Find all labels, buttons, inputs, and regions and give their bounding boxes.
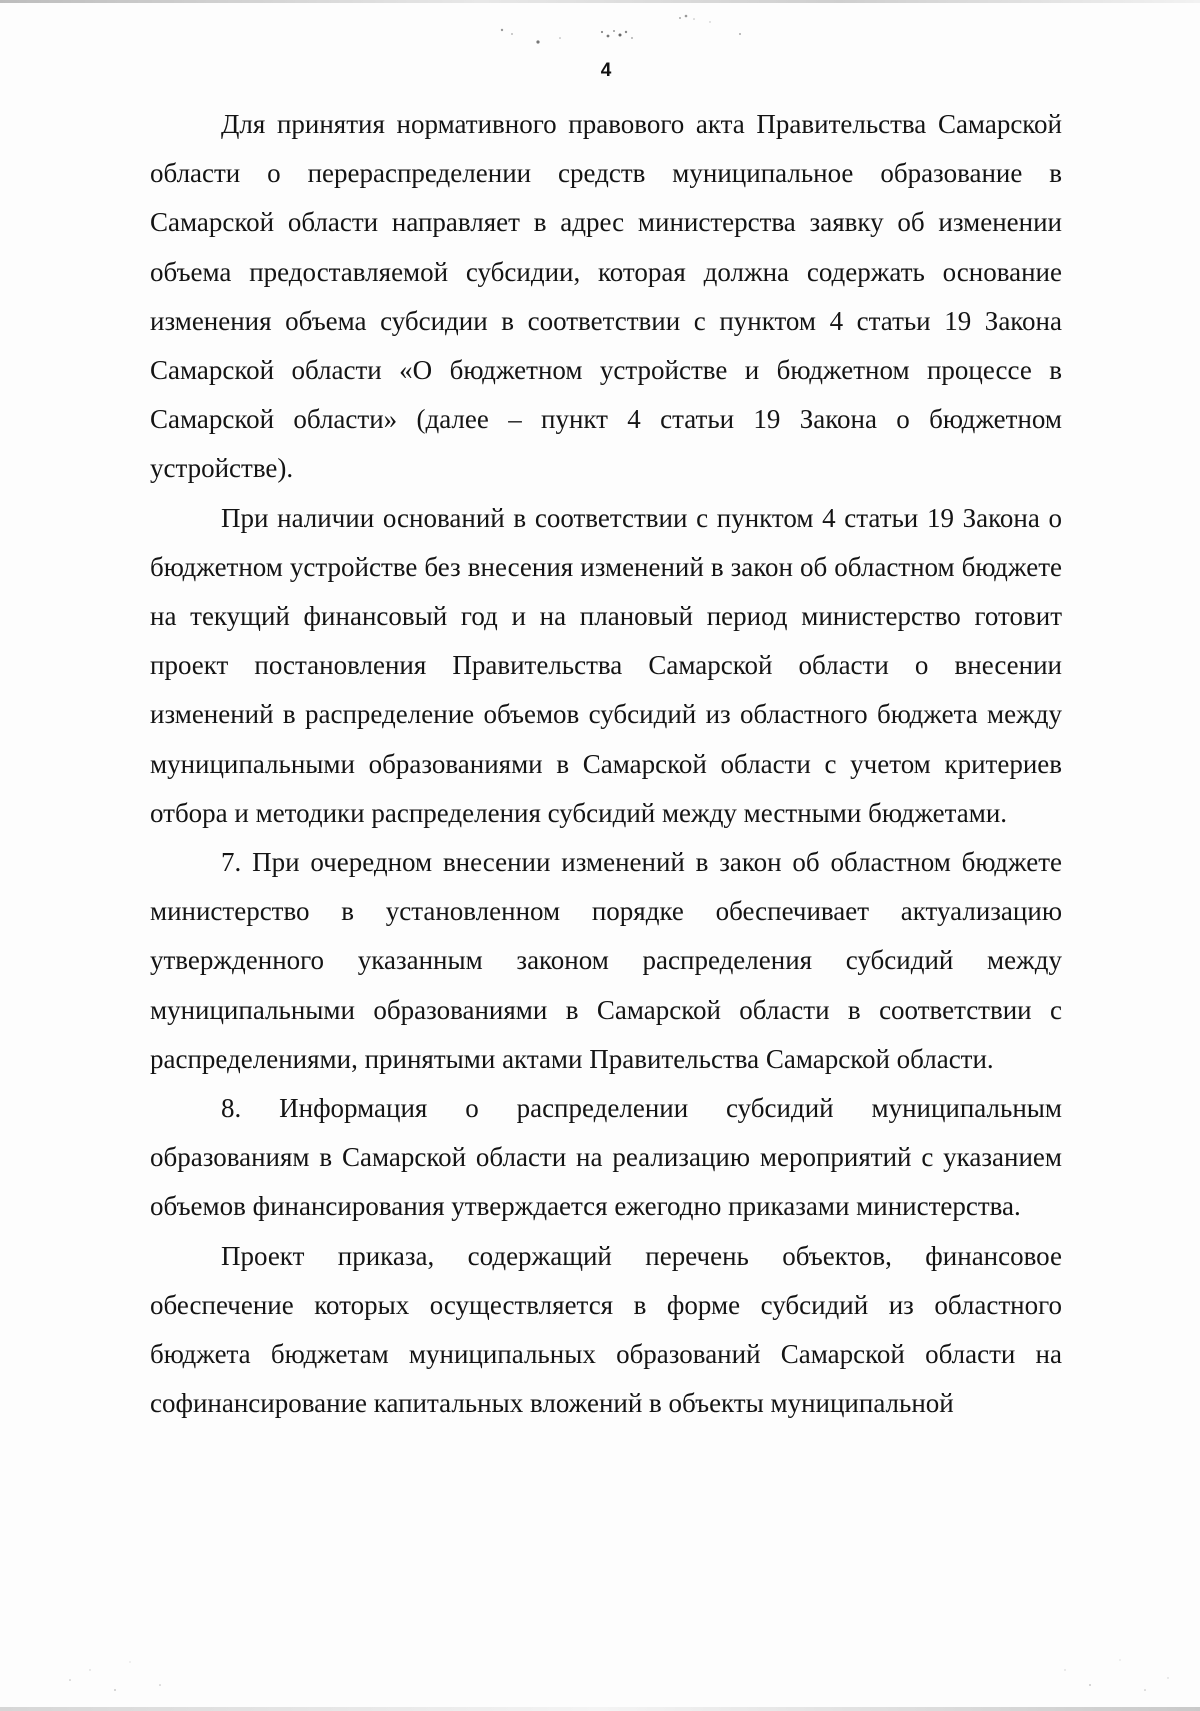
scan-noise-top <box>490 12 810 48</box>
scan-edge-top <box>0 0 1200 3</box>
page-number: 4 <box>600 60 612 81</box>
paragraph: Для принятия нормативного правового акта Правительства Самарской области о перераспределении средств муниципальное образование в Самарской области направляет в адрес министерства заявку об изменении объема предоставляемой субсидии, которая должна содержать основание изменения объема субсидии в соответствии с пунктом 4 статьи 19 Закона Самарской области «О бюджетном устройстве и бюджетном процессе в Самарской области» (далее – пункт 4 статьи 19 Закона о бюджетном устройстве). <box>150 109 1062 484</box>
scan-edge-bottom <box>0 1707 1200 1711</box>
document-body <box>150 100 1062 1428</box>
scan-noise-corner <box>60 1650 180 1700</box>
paragraph: Проект приказа, содержащий перечень объектов, финансовое обеспечение которых осуществляется в форме субсидий из областного бюджета бюджетам муниципальных образований Самарской области на софинансирование капитальных вложений в объекты муниципальной <box>150 1240 1062 1419</box>
paragraph: При наличии оснований в соответствии с пунктом 4 статьи 19 Закона о бюджетном устройстве без внесения изменений в закон об областном бюджете на текущий финансовый год и на плановый период министерство готовит проект постановления Правительства Самарской области о внесении изменений в распределение объемов субсидий из областного бюджета между муниципальными образованиями в Самарской области с учетом критериев отбора и методики распределения субсидий между местными бюджетами. <box>150 502 1062 828</box>
paragraph: 7. При очередном внесении изменений в закон об областном бюджете министерство в установленном порядке обеспечивает актуализацию утвержденного указанным законом распределения субсидий между муниципальными образованиями в Самарской области в соответствии с распределениями, принятыми актами Правительства Самарской области. <box>150 847 1062 1074</box>
scan-noise-corner <box>1050 1630 1180 1700</box>
paragraph: 8. Информация о распределении субсидий муниципальным образованиям в Самарской области на реализацию мероприятий с указанием объемов финансирования утверждается ежегодно приказами министерства. <box>150 1093 1062 1222</box>
